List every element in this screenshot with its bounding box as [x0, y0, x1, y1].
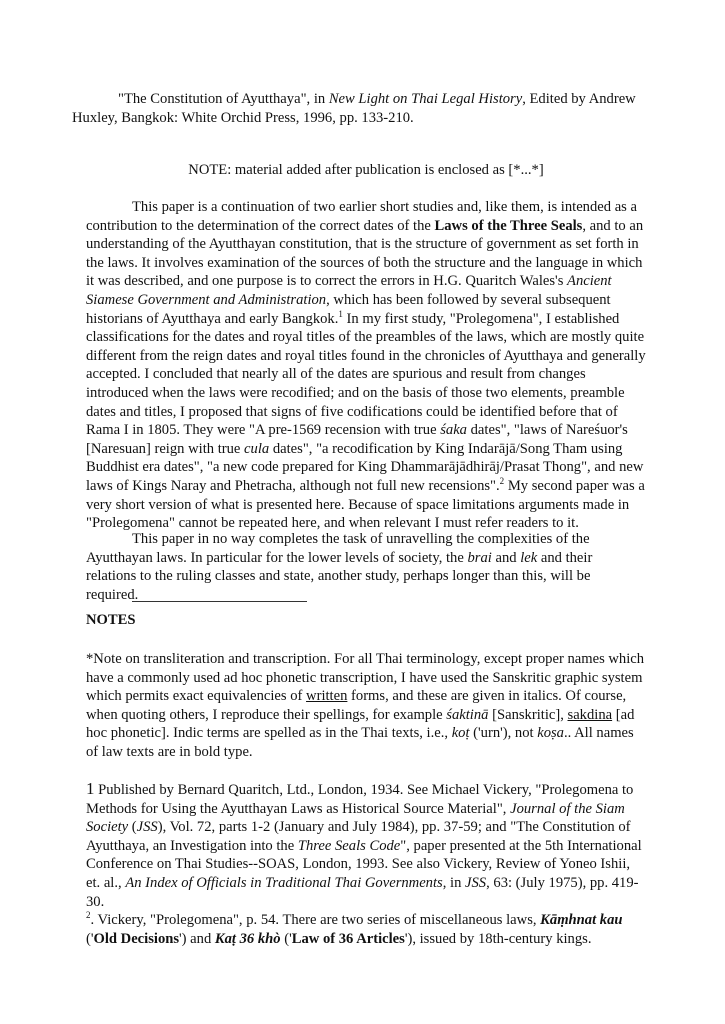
term-sakdina: sakdina — [567, 706, 613, 723]
citation — [72, 90, 662, 127]
text-run: ", paper presented at the 5th International Conference on Thai Studies--SOAS, London, 1993. See also Vickery, Review of Yoneo Ishii, et. al., — [86, 837, 642, 891]
term-written: written — [306, 688, 348, 705]
text-run: (' — [86, 930, 94, 947]
footnote-1 — [86, 780, 646, 911]
text-run: dates", "laws of Nareśuor's [Naresuan] reign with true — [86, 422, 628, 457]
text-run: dates", "a recodification by King Indarājā/Song Tham using Buddhist era dates", "a new code prepared for King Dhammarājādhirāj/Prasat Thong", and new laws of Kings Naray and Phetracha, although not full new recensions". — [86, 440, 644, 494]
footnote-ref-2[interactable]: 2 — [499, 476, 505, 487]
term-lek: lek — [520, 549, 538, 566]
text-run: . Vickery, "Prolegomena", p. 54. There are two series of miscellaneous laws, — [90, 912, 541, 929]
citation-rest: , Edited by Andrew Huxley, Bangkok: White Orchid Press, 1996, pp. 133-210. — [72, 91, 636, 126]
book-title: New Light on Thai Legal History — [328, 91, 523, 107]
citation-title: "The Constitution of Ayutthaya", in — [118, 91, 329, 107]
text-run: [Sanskritic], — [488, 706, 568, 723]
term-saka: śaka — [440, 422, 467, 439]
text-run: , and to an understanding of the Ayutthayan constitution, that is the structure of government as set forth in the laws. It involves examination of the sources of both the structure and the language in which it was described, and one purpose is to correct the errors in H.G. Quaritch Wales's — [86, 217, 644, 290]
transliteration-note — [86, 650, 646, 762]
text-run: and — [491, 549, 521, 566]
law-title-kat36: Kaṭ 36 khò — [214, 930, 281, 947]
text-run: forms, and these are given in italics. Of course, when quoting others, I reproduce their spellings, for example — [86, 688, 627, 723]
index-title: An Index of Officials in Traditional Thai Governments — [125, 874, 443, 891]
text-run: This paper in no way completes the task of unravelling the complexities of the Ayutthayan laws. In particular for the lower levels of society, the — [86, 531, 590, 566]
wales-title: Ancient Siamese Government and Administration — [86, 273, 612, 308]
footnote-ref-1[interactable]: 1 — [338, 308, 343, 319]
text-run: ') and — [179, 930, 215, 947]
text-run: and their relations to the ruling classes and state, another study, perhaps longer than this, will be required. — [86, 549, 593, 603]
term-kosa: koṣa — [537, 725, 564, 742]
paragraph-intro — [86, 198, 646, 533]
journal-abbrev: JSS — [465, 874, 487, 891]
journal-abbrev: JSS — [136, 819, 158, 836]
text-run: (' — [280, 930, 292, 947]
term-cula: cula — [244, 440, 270, 457]
footnote-number: 1 — [86, 779, 95, 798]
law-title-kamhnat: Kāṃhnat kau — [540, 912, 623, 929]
text-run: , 63: (July 1975), pp. 419-30. — [86, 874, 639, 910]
term-kot: koṭ — [451, 725, 470, 742]
notes-heading: NOTES — [86, 612, 136, 628]
laws-name: Laws of the Three Seals — [434, 217, 583, 234]
term-brai: brai — [467, 549, 492, 566]
text-run: , which has been followed by several subsequent historians of Ayutthaya and early Bangkok. — [86, 291, 611, 327]
text-run: ('urn'), not — [469, 725, 538, 742]
text-run: ), Vol. 72, parts 1-2 (January and July 1984), pp. 37-59; and "The Constitution of Ayutthaya, an Investigation into the — [86, 819, 631, 854]
code-title: Three Seals Code — [297, 837, 401, 854]
term-saktina: śaktinā — [446, 706, 489, 723]
footnotes — [86, 780, 646, 948]
law-title-old-decisions: Old Decisions — [93, 930, 180, 947]
text-run: [ad hoc phonetic]. Indic terms are spelled as in the Thai texts, i.e., — [86, 706, 635, 742]
publication-note: NOTE: material added after publication is enclosed as [*...*] — [188, 162, 544, 178]
paragraph-closing — [86, 530, 646, 604]
footnote-2 — [86, 911, 646, 948]
journal-title: Journal of the Siam Society — [86, 800, 625, 836]
footnote-number: 2 — [86, 910, 91, 921]
text-run: '), issued by 18th-century kings. — [404, 930, 592, 947]
footnote-divider — [132, 601, 307, 602]
text-run: This paper is a continuation of two earlier short studies and, like them, is intended as a contribution to the determination of the correct dates of the — [86, 199, 637, 234]
text-run: *Note on transliteration and transcription. For all Thai terminology, except proper names which have a commonly used ad hoc phonetic transcription, I have used the Sanskritic graphic system which permits exact equivalencies of — [86, 651, 645, 705]
text-run: , in — [442, 874, 466, 891]
text-run: My second paper was a very short version of what is presented here. Because of space limitations arguments made in "Prolegomena" cannot be repeated here, and when relevant I must refer readers to it. — [86, 477, 645, 532]
text-run: .. All names of law texts are in bold type. — [86, 725, 634, 760]
law-title-36-articles: Law of 36 Articles — [291, 930, 405, 947]
text-run: Published by Bernard Quaritch, Ltd., London, 1934. See Michael Vickery, "Prolegomena to Methods for Using the Ayutthayan Laws as Historical Source Material", — [86, 782, 634, 817]
text-run: In my first study, "Prolegomena", I established classifications for the dates and royal titles of the preambles of the laws, which are mostly quite different from the reign dates and royal titles found in the chronicles of Ayutthaya and generally accepted. I concluded that nearly all of the dates are spurious and result from changes introduced when the laws were recodified; and on the basis of those two elements, preamble dates and titles, I proposed that signs of five codifications could be identified before that of Rama I in 1805. They were "A pre-1569 recension with true — [86, 310, 646, 439]
text-run: ( — [128, 819, 137, 836]
